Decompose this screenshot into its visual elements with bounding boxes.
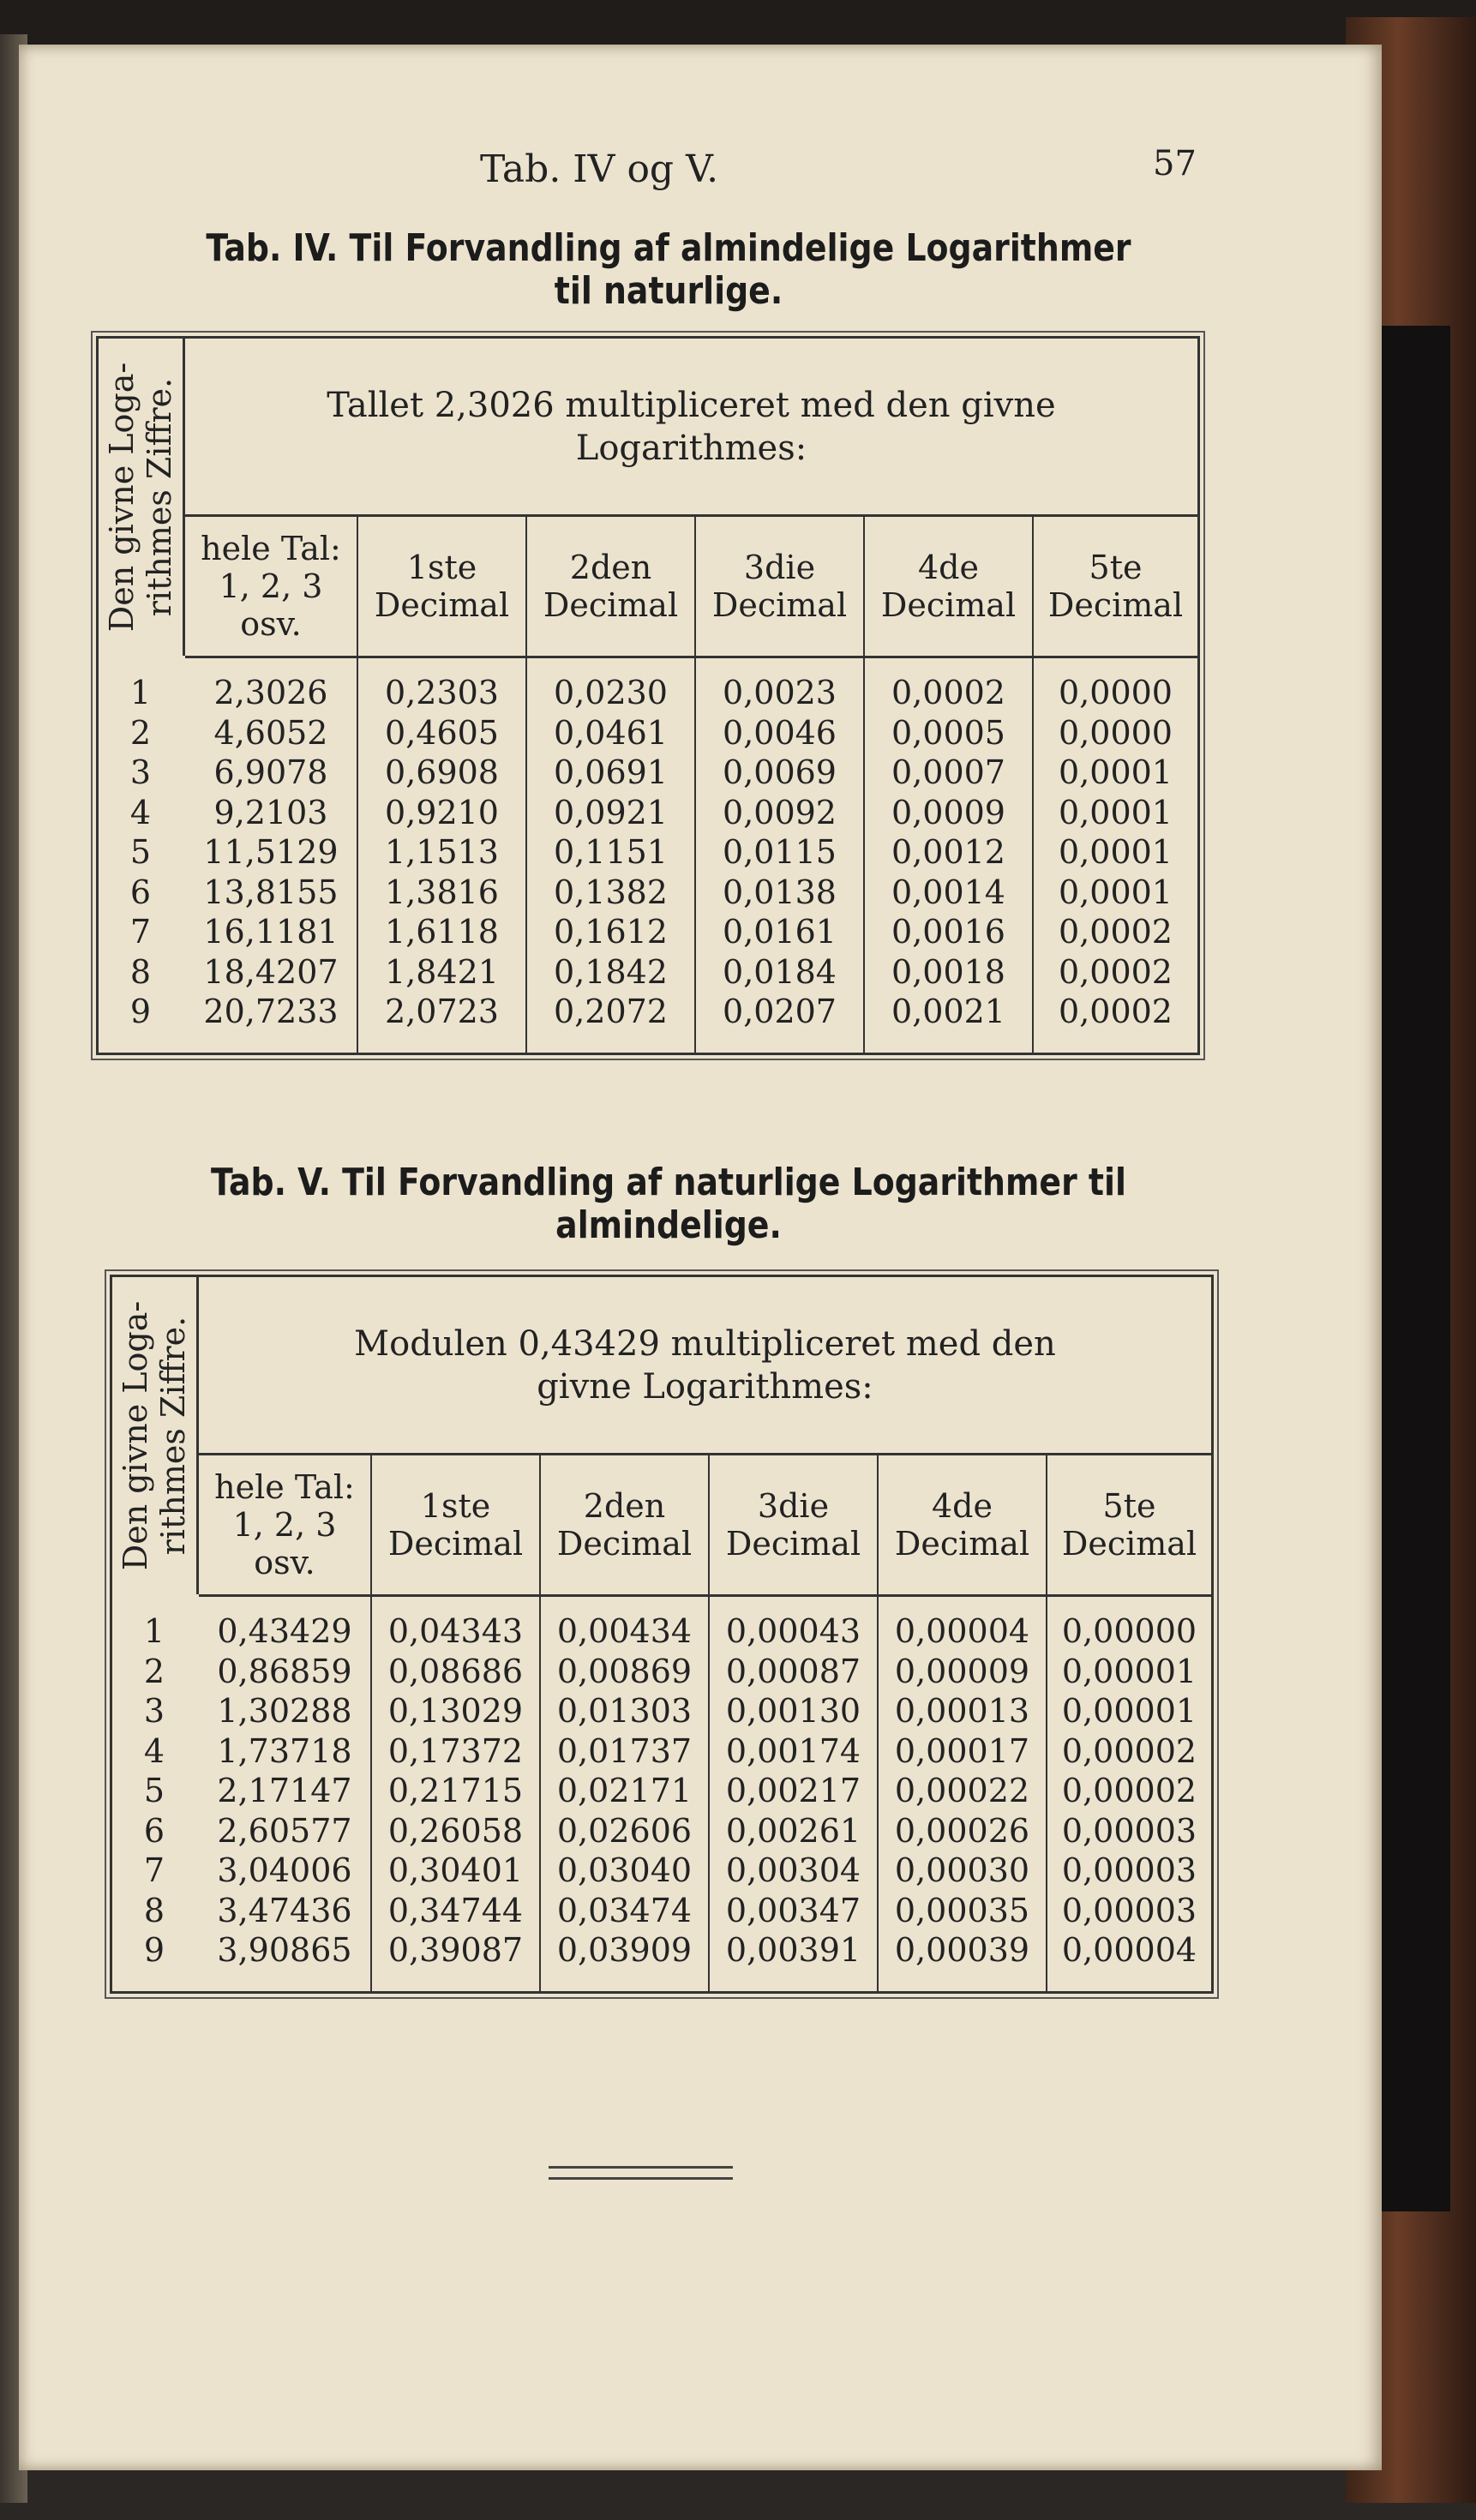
- table-cell: 0,0001: [1059, 833, 1173, 871]
- column-header-whole: [199, 1455, 370, 1597]
- table-cell: 0,0002: [1059, 913, 1173, 951]
- table-cell: 0,1612: [554, 913, 668, 951]
- decimal-4-column: [879, 1611, 1046, 1971]
- table-cell: 0,0014: [891, 873, 1005, 911]
- digit-column: [99, 673, 183, 1032]
- table-cell: 0,00174: [725, 1731, 861, 1770]
- table-cell: 0,00130: [725, 1692, 861, 1730]
- table-cell: 0,0007: [891, 753, 1005, 791]
- table-cell: 0,0207: [723, 993, 837, 1030]
- column-header-line-1: 3die: [757, 1487, 830, 1525]
- table-v: [110, 1275, 1214, 1994]
- column-header-line-2: Decimal: [725, 1525, 861, 1563]
- table-cell: 0,00347: [725, 1891, 861, 1929]
- digit: 7: [129, 913, 152, 951]
- table-cell: 0,0018: [891, 952, 1005, 991]
- table-cell: 0,0016: [891, 913, 1005, 951]
- table-cell: 0,00869: [556, 1652, 693, 1690]
- column-header-decimal-3: [696, 517, 863, 658]
- table-cell: 0,26058: [387, 1811, 524, 1850]
- table-cell: 1,3816: [385, 873, 499, 911]
- table-cell: 0,0461: [554, 713, 668, 752]
- column-header-line-1: 3die: [743, 549, 816, 586]
- table-caption: [185, 339, 1197, 517]
- table-cell: 0,0001: [1059, 873, 1173, 911]
- table-cell: 4,6052: [213, 713, 328, 752]
- table-cell: 0,0023: [723, 674, 837, 711]
- table-cell: 0,34744: [387, 1891, 524, 1929]
- table-cell: 0,0691: [554, 753, 668, 791]
- table-cell: 3,47436: [217, 1891, 352, 1929]
- table-cell: 16,1181: [203, 913, 339, 951]
- table-cell: 0,00001: [1061, 1692, 1197, 1730]
- decimal-3-column: [696, 673, 863, 1032]
- table-cell: 2,17147: [217, 1772, 352, 1809]
- table-cell: 0,43429: [217, 1612, 352, 1650]
- digit: 5: [129, 833, 152, 871]
- column-header-line-2: Decimal: [556, 1525, 693, 1563]
- table-cell: 0,0005: [891, 713, 1005, 752]
- table-cell: 13,8155: [203, 873, 339, 911]
- table-cell: 0,0012: [891, 833, 1005, 871]
- digit: 4: [129, 793, 152, 831]
- column-header-decimal-5: [1047, 1455, 1211, 1597]
- table-cell: 0,13029: [387, 1692, 524, 1730]
- table-cell: 0,08686: [387, 1652, 524, 1690]
- table-cell: 0,00261: [725, 1811, 861, 1850]
- table-cell: 0,86859: [217, 1652, 352, 1690]
- decimal-1-column: [358, 673, 525, 1032]
- column-header-line-2: Decimal: [543, 586, 679, 624]
- table-cell: 0,0921: [554, 793, 668, 831]
- column-header-line-1: 5te: [1089, 549, 1143, 586]
- table-cell: 0,0046: [723, 713, 837, 752]
- table-cell: 0,00001: [1061, 1652, 1197, 1690]
- column-header-line-2: 1, 2, 3 osv.: [219, 567, 323, 643]
- table-cell: 0,0092: [723, 793, 837, 831]
- column-header-decimal-1: [372, 1455, 539, 1597]
- table-cell: 0,00009: [894, 1652, 1030, 1690]
- column-header-decimal-2: [541, 1455, 708, 1597]
- table-cell: 0,17372: [387, 1731, 524, 1770]
- table-cell: 0,0009: [891, 793, 1005, 831]
- side-header-line-2: rithmes Ziffre.: [154, 1316, 192, 1556]
- table-cell: 0,00003: [1061, 1811, 1197, 1850]
- table-cell: 0,30401: [387, 1851, 524, 1889]
- table-cell: 18,4207: [203, 952, 339, 991]
- table-cell: 0,00013: [894, 1692, 1030, 1730]
- table-cell: 0,00017: [894, 1731, 1030, 1770]
- column-header-line-2: Decimal: [387, 1525, 524, 1563]
- column-header-line-1: hele Tal:: [201, 530, 341, 567]
- column-header-line-2: Decimal: [374, 586, 510, 624]
- table-cell: 0,0161: [723, 913, 837, 951]
- column-header-decimal-1: [358, 517, 525, 658]
- caption-text: Tallet 2,3026 multipliceret med den givne Logarithmes:: [327, 385, 1056, 468]
- table-cell: 0,00035: [894, 1891, 1030, 1929]
- digit: 1: [129, 674, 152, 711]
- table-cell: 0,0115: [723, 833, 837, 871]
- table-cell: 1,8421: [385, 952, 499, 991]
- table-cell: 11,5129: [203, 833, 339, 871]
- column-header-line-1: hele Tal:: [214, 1468, 355, 1506]
- table-cell: 0,00304: [725, 1851, 861, 1889]
- table-cell: 0,00000: [1061, 1612, 1197, 1650]
- digit: 8: [143, 1891, 165, 1929]
- table-cell: 0,00003: [1061, 1891, 1197, 1929]
- table-cell: 0,00434: [556, 1612, 693, 1650]
- table-cell: 0,0000: [1059, 674, 1173, 711]
- table-cell: 0,0138: [723, 873, 837, 911]
- table-cell: 0,1842: [554, 952, 668, 991]
- digit-column: [112, 1611, 196, 1971]
- column-header-line-1: 1ste: [420, 1487, 491, 1525]
- column-header-line-1: 4de: [918, 549, 979, 586]
- digit: 2: [143, 1652, 165, 1690]
- table-cell: 0,2303: [385, 674, 499, 711]
- table-iv: [96, 336, 1200, 1055]
- digit: 2: [129, 713, 152, 752]
- column-header-decimal-3: [710, 1455, 877, 1597]
- table-cell: 0,21715: [387, 1772, 524, 1809]
- decimal-5-column: [1047, 1611, 1211, 1971]
- column-header-decimal-4: [879, 1455, 1046, 1597]
- table-cell: 20,7233: [203, 993, 339, 1030]
- side-header: [99, 339, 185, 656]
- table-cell: 6,9078: [213, 753, 328, 791]
- column-header-line-2: Decimal: [1047, 586, 1184, 624]
- column-header-line-1: 5te: [1102, 1487, 1156, 1525]
- table-cell: 9,2103: [213, 793, 328, 831]
- table-cell: 0,1382: [554, 873, 668, 911]
- table-cell: 0,00004: [1061, 1931, 1197, 1969]
- digit: 5: [143, 1772, 165, 1809]
- digit: 6: [129, 873, 152, 911]
- table-cell: 0,0001: [1059, 753, 1173, 791]
- digit: 3: [143, 1692, 165, 1730]
- table-cell: 0,00087: [725, 1652, 861, 1690]
- column-header-line-2: Decimal: [880, 586, 1017, 624]
- table-cell: 0,6908: [385, 753, 499, 791]
- side-header: [112, 1277, 199, 1594]
- page-number: 57: [1153, 144, 1197, 183]
- table-cell: 0,02606: [556, 1811, 693, 1850]
- side-header-line-1: Den givne Loga-: [117, 1300, 154, 1571]
- table-cell: 0,0021: [891, 993, 1005, 1030]
- decimal-2-column: [541, 1611, 708, 1971]
- decimal-4-column: [865, 673, 1032, 1032]
- table-cell: 0,0002: [891, 674, 1005, 711]
- column-header-line-2: 1, 2, 3 osv.: [232, 1506, 337, 1581]
- table-caption: [199, 1277, 1211, 1455]
- running-head: Tab. IV og V.: [480, 147, 719, 191]
- table-cell: 0,02171: [556, 1772, 693, 1809]
- table-cell: 0,0184: [723, 952, 837, 991]
- table-cell: 3,90865: [217, 1931, 352, 1969]
- decimal-5-column: [1034, 673, 1197, 1032]
- table-cell: 2,60577: [217, 1811, 352, 1850]
- table-cell: 1,1513: [385, 833, 499, 871]
- decimal-2-column: [527, 673, 694, 1032]
- column-header-line-1: 4de: [932, 1487, 993, 1525]
- table-cell: 0,03474: [556, 1891, 693, 1929]
- section-end-rule: [549, 2166, 733, 2180]
- table-cell: 0,00391: [725, 1931, 861, 1969]
- table-cell: 0,03040: [556, 1851, 693, 1889]
- column-header-decimal-2: [527, 517, 694, 658]
- digit: 8: [129, 952, 152, 991]
- table-cell: 0,00002: [1061, 1772, 1197, 1809]
- table-cell: 0,39087: [387, 1931, 524, 1969]
- table-v-title: Tab. V. Til Forvandling af naturlige Logarithmer til almindelige.: [211, 1161, 1126, 1247]
- table-cell: 0,01303: [556, 1692, 693, 1730]
- whole-column: [199, 1611, 370, 1971]
- table-iv-title: Tab. IV. Til Forvandling af almindelige Logarithmer til naturlige.: [206, 226, 1131, 313]
- decimal-3-column: [710, 1611, 877, 1971]
- table-cell: 0,04343: [387, 1612, 524, 1650]
- column-header-decimal-4: [865, 517, 1032, 658]
- caption-text: Modulen 0,43429 multipliceret med den givne Logarithmes:: [354, 1323, 1056, 1407]
- table-cell: 1,30288: [217, 1692, 352, 1730]
- decimal-1-column: [372, 1611, 539, 1971]
- table-cell: 0,4605: [385, 713, 499, 752]
- column-header-decimal-5: [1034, 517, 1197, 658]
- column-header-line-1: 2den: [583, 1487, 666, 1525]
- digit: 6: [143, 1811, 165, 1850]
- table-cell: 0,00002: [1061, 1731, 1197, 1770]
- table-cell: 0,00022: [894, 1772, 1030, 1809]
- table-cell: 0,01737: [556, 1731, 693, 1770]
- table-cell: 2,3026: [213, 674, 328, 711]
- table-cell: 1,6118: [385, 913, 499, 951]
- digit: 4: [143, 1731, 165, 1770]
- table-cell: 0,0230: [554, 674, 668, 711]
- column-header-line-1: 1ste: [406, 549, 477, 586]
- table-cell: 2,0723: [385, 993, 499, 1030]
- column-header-line-2: Decimal: [1061, 1525, 1197, 1563]
- column-header-line-2: Decimal: [711, 586, 848, 624]
- column-header-line-1: 2den: [569, 549, 652, 586]
- digit: 3: [129, 753, 152, 791]
- table-cell: 0,0000: [1059, 713, 1173, 752]
- whole-column: [185, 673, 357, 1032]
- table-cell: 0,2072: [554, 993, 668, 1030]
- table-cell: 3,04006: [217, 1851, 352, 1889]
- table-cell: 0,00217: [725, 1772, 861, 1809]
- table-cell: 0,0069: [723, 753, 837, 791]
- table-cell: 0,0001: [1059, 793, 1173, 831]
- table-cell: 0,00026: [894, 1811, 1030, 1850]
- digit: 7: [143, 1851, 165, 1889]
- digit: 1: [143, 1612, 165, 1650]
- table-cell: 0,1151: [554, 833, 668, 871]
- column-header-line-2: Decimal: [894, 1525, 1030, 1563]
- table-cell: 0,00003: [1061, 1851, 1197, 1889]
- table-cell: 0,0002: [1059, 993, 1173, 1030]
- digit: 9: [129, 993, 152, 1030]
- column-header-whole: [185, 517, 357, 658]
- side-header-line-1: Den givne Loga-: [103, 362, 141, 633]
- table-cell: 0,03909: [556, 1931, 693, 1969]
- table-cell: 0,00039: [894, 1931, 1030, 1969]
- table-cell: 0,00030: [894, 1851, 1030, 1889]
- table-cell: 1,73718: [217, 1731, 352, 1770]
- side-header-line-2: rithmes Ziffre.: [141, 377, 178, 617]
- table-cell: 0,00004: [894, 1612, 1030, 1650]
- table-cell: 0,9210: [385, 793, 499, 831]
- digit: 9: [143, 1931, 165, 1969]
- table-cell: 0,00043: [725, 1612, 861, 1650]
- table-cell: 0,0002: [1059, 952, 1173, 991]
